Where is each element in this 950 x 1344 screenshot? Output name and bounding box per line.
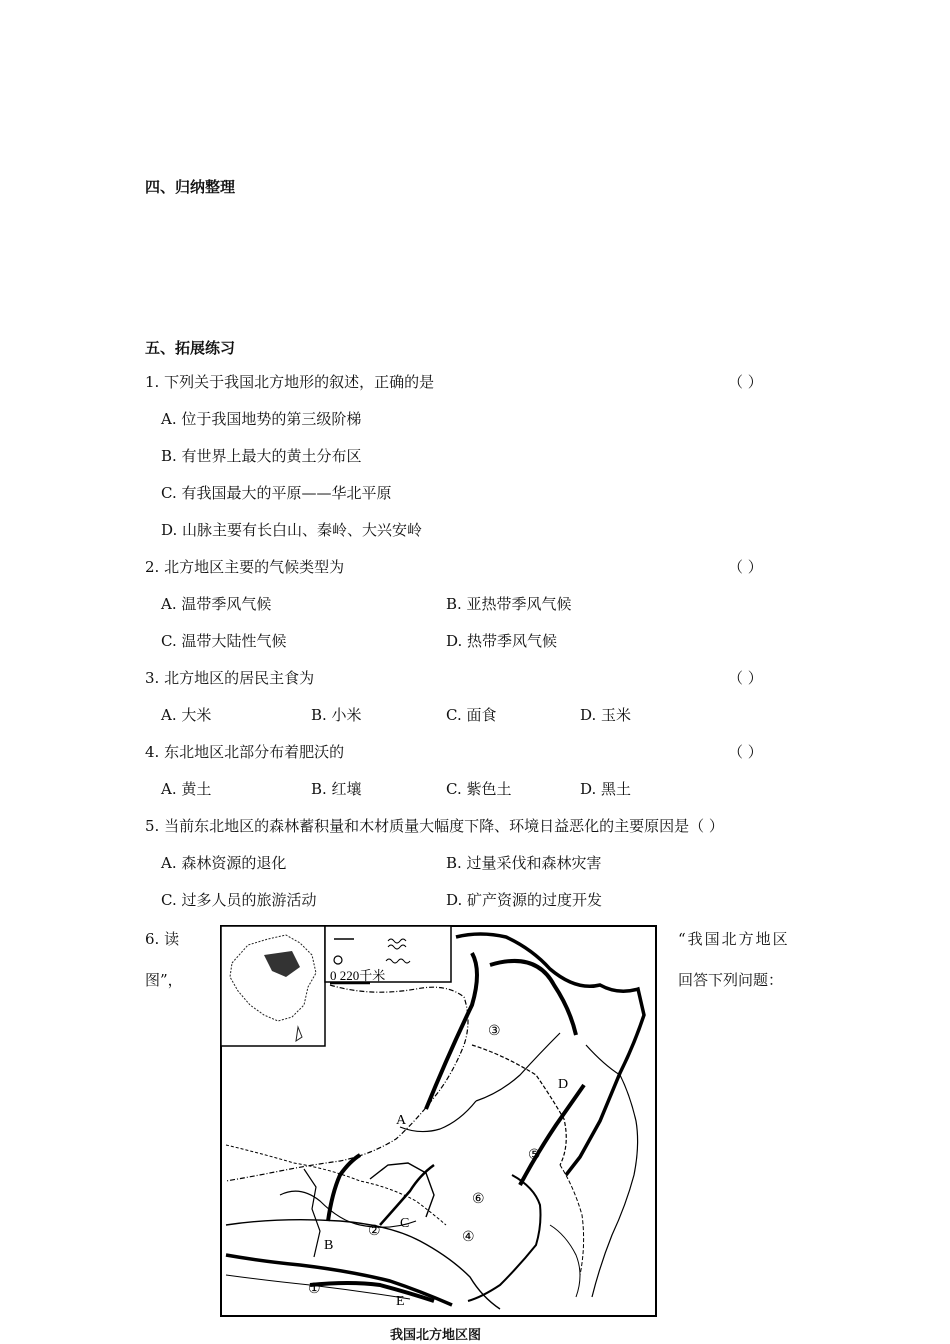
question-5-option-d: D. 矿产资源的过度开发 (446, 891, 603, 909)
question-4-option-a: A. 黄土 (161, 780, 212, 798)
question-4-option-d: D. 黑土 (580, 780, 632, 798)
map-caption: 我国北方地区图 (390, 1328, 482, 1343)
question-3-option-b: B. 小米 (311, 706, 362, 724)
map-label-c: C (400, 1216, 410, 1231)
map-label-a: A (396, 1113, 407, 1128)
question-5-option-b: B. 过量采伐和森林灾害 (446, 854, 602, 872)
question-6-text-left-1: 6. 读 (145, 930, 180, 948)
map-label-b: B (324, 1238, 334, 1253)
question-3-answer-paren: （ ） (728, 669, 763, 687)
map-scale-label: 0 220千米 (330, 968, 386, 983)
question-2-stem: 2. 北方地区主要的气候类型为 (145, 558, 345, 576)
question-5-option-a: A. 森林资源的退化 (161, 854, 287, 872)
map-label-4: ④ (462, 1230, 475, 1245)
map-label-e: E (396, 1294, 405, 1309)
map-label-d: D (558, 1077, 569, 1092)
question-1-option-c: C. 有我国最大的平原——华北平原 (161, 484, 392, 502)
map-label-3: ③ (488, 1024, 501, 1039)
question-6-text-left-2: 图”， (145, 971, 183, 989)
question-4-answer-paren: （ ） (728, 743, 763, 761)
inset-china-map (221, 926, 325, 1046)
question-3-option-c: C. 面食 (446, 706, 497, 724)
section-5-title: 五、拓展练习 (145, 339, 236, 357)
question-2-option-c: C. 温带大陆性气候 (161, 632, 287, 650)
question-2-option-d: D. 热带季风气候 (446, 632, 558, 650)
question-6-text-right-2: 回答下列问题： (678, 971, 784, 989)
map-label-1: ① (308, 1282, 321, 1297)
question-3-stem: 3. 北方地区的居民主食为 (145, 669, 315, 687)
question-2-option-b: B. 亚热带季风气候 (446, 595, 572, 613)
question-3-option-a: A. 大米 (161, 706, 212, 724)
question-4-option-b: B. 红壤 (311, 780, 362, 798)
question-1-stem: 1. 下列关于我国北方地形的叙述，正确的是 (145, 373, 435, 391)
question-4-option-c: C. 紫色土 (446, 780, 512, 798)
question-2-option-a: A. 温带季风气候 (161, 595, 272, 613)
question-1-option-d: D. 山脉主要有长白山、秦岭、大兴安岭 (161, 521, 423, 539)
map-label-5: ⑤ (528, 1148, 541, 1163)
question-1-answer-paren: （ ） (728, 373, 763, 391)
question-1-option-b: B. 有世界上最大的黄土分布区 (161, 447, 362, 465)
map-label-6: ⑥ (472, 1192, 485, 1207)
northern-china-map (220, 925, 657, 1317)
question-5-stem: 5. 当前东北地区的森林蓄积量和木材质量大幅度下降、环境日益恶化的主要原因是（ ） (145, 817, 724, 835)
question-5-option-c: C. 过多人员的旅游活动 (161, 891, 317, 909)
question-6-text-right-1: “我国北方地区 (678, 930, 790, 948)
question-4-stem: 4. 东北地区北部分布着肥沃的 (145, 743, 345, 761)
question-2-answer-paren: （ ） (728, 558, 763, 576)
question-1-option-a: A. 位于我国地势的第三级阶梯 (161, 410, 362, 428)
map-label-2: ② (368, 1224, 381, 1239)
question-3-option-d: D. 玉米 (580, 706, 632, 724)
section-4-title: 四、归纳整理 (145, 178, 236, 196)
